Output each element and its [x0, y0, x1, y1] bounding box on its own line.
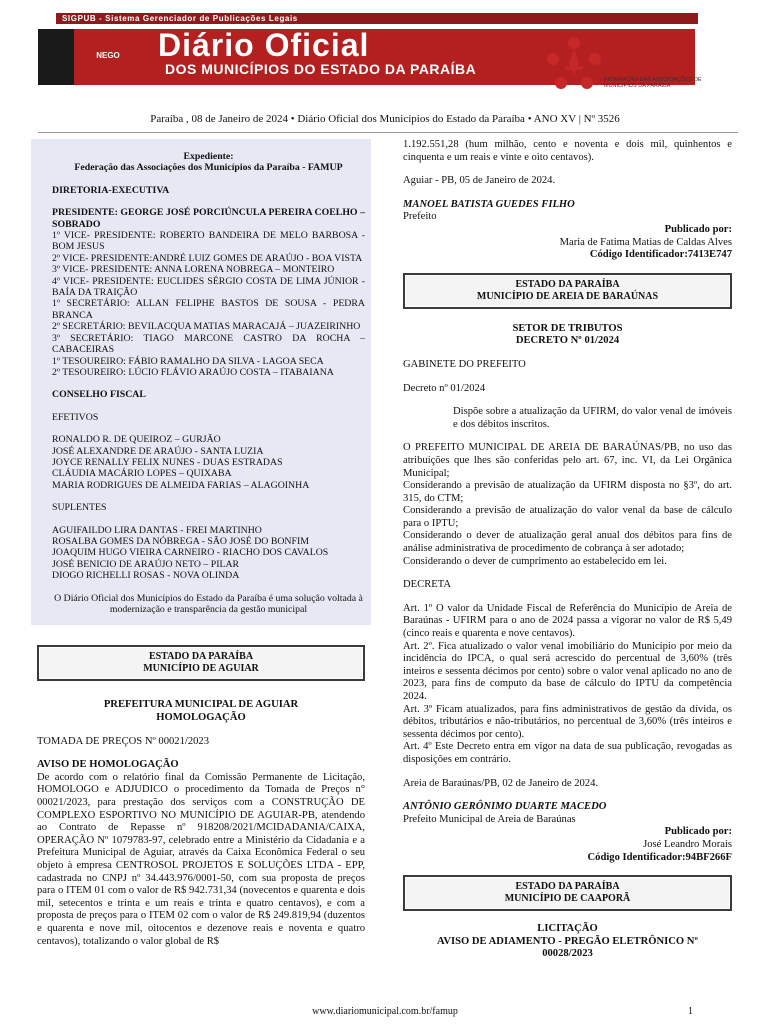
- aguiar-homologacao: HOMOLOGAÇÃO: [156, 712, 246, 723]
- caapora-licitacao: LICITAÇÃO: [537, 923, 598, 935]
- famup-brand: FAMUP: [604, 51, 685, 77]
- areia-decreto-title: DECRETO Nº 01/2024: [515, 335, 620, 347]
- edition-line: Paraíba , 08 de Janeiro de 2024 • Diário Oficial dos Municípios do Estado da Paraíba • ANO XV | Nº 3526: [150, 113, 620, 125]
- aguiar-state: ESTADO DA PARAÍBA: [148, 651, 254, 663]
- conselho-heading: CONSELHO FISCAL: [52, 389, 146, 401]
- areia-art-1: Art. 1º O valor da Unidade Fiscal de Referência do Município de Areia de Baraúnas - UFIRM para o ano de 2024 passa a vigorar no valor de R$ 5,49 (cinco reais e quarenta e nove centavos).: [403, 602, 732, 640]
- areia-art-4: Art. 4º Este Decreto entra em vigor na data de sua publicação, revogadas as disposições em contrário.: [403, 741, 732, 765]
- member-7: 3º SECRETÁRIO: TIAGO MARCONE CASTRO DA ROCHA – CABACEIRAS: [52, 332, 365, 356]
- areia-state: ESTADO DA PARAÍBA: [515, 278, 620, 290]
- suplente-4: DIOGO RICHELLI ROSAS - NOVA OLINDA: [52, 570, 240, 582]
- efetivo-0: RONALDO R. DE QUEIROZ – GURJÃO: [52, 434, 221, 446]
- divider: [38, 132, 738, 133]
- suplentes-heading: SUPLENTES: [52, 502, 107, 514]
- footer-site[interactable]: www.diariomunicipal.com.br/famup: [312, 1006, 458, 1017]
- caapora-aviso: AVISO DE ADIAMENTO - PREGÃO ELETRÔNICO Nº: [437, 935, 698, 947]
- section-header-aguiar: [37, 645, 365, 681]
- caapora-number: 00028/2023: [542, 948, 593, 960]
- caapora-municipality: MUNICÍPIO DE CAAPORÃ: [504, 893, 631, 905]
- page-number: 1: [688, 1006, 693, 1017]
- areia-consider-1: Considerando a previsão de atualização da UFIRM disposta no §3º, do art. 315, do CTM;: [403, 480, 732, 504]
- member-0: PRESIDENTE: GEORGE JOSÉ PORCIÚNCULA PEREIRA COELHO – SOBRADO: [52, 207, 365, 230]
- suplente-3: JOSÉ BENICIO DE ARAÚJO NETO – PILAR: [52, 558, 240, 570]
- caapora-state: ESTADO DA PARAÍBA: [515, 881, 620, 893]
- areia-ementa: Dispõe sobre a atualização da UFIRM, do valor venal de imóveis e dos débitos inscritos.: [453, 406, 732, 430]
- suplente-0: AGUIFAILDO LIRA DANTAS - FREI MARTINHO: [52, 524, 262, 536]
- areia-gabinete: GABINETE DO PREFEITO: [403, 358, 526, 370]
- aguiar-tomada: TOMADA DE PREÇOS Nº 00021/2023: [37, 735, 210, 747]
- aguiar-prefeitura: PREFEITURA MUNICIPAL DE AGUIAR: [103, 699, 299, 711]
- nego-label: NEGO: [96, 51, 120, 60]
- efetivos-heading: EFETIVOS: [52, 411, 99, 423]
- aguiar-aviso: AVISO DE HOMOLOGAÇÃO: [37, 759, 179, 771]
- expediente-note: O Diário Oficial dos Municípios do Estado da Paraíba é uma solução voltada à modernização e transparência da gestão municipal: [54, 592, 363, 615]
- member-5: 1º SECRETÁRIO: ALLAN FELIPHE BASTOS DE SOUSA - PEDRA BRANCA: [52, 298, 365, 321]
- famup-logo-icon: [545, 35, 603, 91]
- aguiar-publisher: Maria de Fatima Matias de Caldas Alves: [559, 236, 732, 248]
- expediente-box: [31, 139, 371, 625]
- suplente-2: JOAQUIM HUGO VIEIRA CARNEIRO - RIACHO DOS CAVALOS: [52, 547, 329, 559]
- efetivo-1: JOSÉ ALEXANDRE DE ARAÚJO - SANTA LUZIA: [52, 445, 264, 457]
- areia-published-by: Publicado por:: [664, 826, 732, 838]
- system-banner: SIGPUB - Sistema Gerenciador de Publicações Legais: [56, 13, 698, 24]
- member-4: 4º VICE- PRESIDENTE: EUCLIDES SÉRGIO COSTA DE LIMA JÚNIOR - BAÍA DA TRAIÇÃO: [52, 275, 365, 299]
- areia-art-3: Art. 3º Ficam atualizados, para fins administrativos de gestão da dívida, os débitos, tributários e não-tributários, no percentual de 3,60% (três inteiros e sessenta décimos por cento).: [403, 703, 732, 740]
- areia-art-2: Art. 2º. Fica atualizado o valor venal imobiliário do Município por meio da incidência do IPCA, o qual será acrescido do percentual de 3,60% (três inteiros e sessenta décimos por cento) sobre o valor venal aplicado no ano de 2023, para fins de computo da base de cálculo do IPTU da competência 2024.: [403, 640, 732, 702]
- aguiar-continuation: 1.192.551,28 (hum milhão, cento e noventa e dois mil, quinhentos e cinquenta e um reais e vinte e oito centavos).: [403, 139, 732, 163]
- famup-brand-sub: FEDERAÇÃO DAS ASSOCIAÇÕES DE MUNICÍPIOS DA PARAÍBA: [604, 77, 702, 89]
- areia-code: Código Identificador:94BF266F: [587, 851, 732, 863]
- areia-role: Prefeito Municipal de Areia de Baraúnas: [403, 813, 576, 825]
- expediente-federation: Federação das Associações dos Municípios da Paraíba - FAMUP: [74, 162, 343, 174]
- aguiar-date: Aguiar - PB, 05 de Janeiro de 2024.: [403, 175, 556, 187]
- masthead-title: Diário Oficial: [158, 27, 370, 63]
- member-8: 1º TESOUREIRO: FÁBIO RAMALHO DA SILVA - LAGOA SECA: [52, 355, 324, 367]
- aguiar-signer: MANOEL BATISTA GUEDES FILHO: [403, 198, 575, 210]
- aguiar-text: De acordo com o relatório final da Comissão Permanente de Licitação, HOMOLOGO e ADJUDICO o procedimento da Tomada de Preços n° 00021/2023, para prestação dos serviços com a CONSTRUÇÃO DE COMPLEXO ESPORTIVO NO MUNICÍPIO DE AGUIAR-PB, atendendo ao Contrato de Repasse nº 918208/2021/MCIDADANIA/CAIXA, OPERAÇÃO Nº 1079783-97, celebrado entre a Ministério da Cidadania e a Prefeitura Municipal de Aguiar, através da Caixa Econômica Federal o seu objeto à empresa CENTROSOL PROJETOS E SOLUÇÕES LTDA - EPP, cadastrada no CNPJ nº 34.443.976/0001-50, com sua proposta de preços para o ITEM 01 com o valor de R$ 942.731,34 (novecentos e quarenta e dois mil, setecentos e trinta e um reais e trinta e quatro centavos), e com a proposta de preços para o ITEM 02 com o valor de R$ 249.819,94 (duzentos e quarenta e nove mil, oitocentos e dezenove reais e noventa e quatro centavos), totalizando o valor global de R$: [37, 771, 365, 947]
- left-column: [37, 139, 365, 948]
- areia-publisher: José Leandro Morais: [643, 838, 732, 850]
- suplente-1: ROSALBA GOMES DA NÓBREGA - SÃO JOSÉ DO BONFIM: [52, 535, 309, 547]
- efetivo-2: JOYCE RENALLY FELIX NUNES - DUAS ESTRADAS: [52, 456, 283, 468]
- areia-decreta: DECRETA: [403, 579, 451, 591]
- areia-signer: ANTÔNIO GERÔNIMO DUARTE MACEDO: [403, 801, 607, 813]
- efetivo-4: MARIA RODRIGUES DE ALMEIDA FARIAS – ALAGOINHA: [52, 479, 310, 491]
- areia-setor: SETOR DE TRIBUTOS: [512, 322, 623, 334]
- areia-consider-4: Considerando o dever de cumprimento ao estabelecido em lei.: [403, 555, 667, 567]
- member-2: 2º VICE- PRESIDENTE:ANDRÉ LUIZ GOMES DE ARAÚJO - BOA VISTA: [52, 252, 363, 264]
- section-header-areia: [403, 273, 732, 309]
- areia-municipality: MUNICÍPIO DE AREIA DE BARAÚNAS: [476, 290, 659, 302]
- areia-preamble: O PREFEITO MUNICIPAL DE AREIA DE BARAÚNAS/PB, no uso das atribuições que lhes são conferidas pelo art. 67, inc. VI, da Lei Orgânica Municipal;: [403, 442, 732, 479]
- member-9: 2º TESOUREIRO: LÚCIO FLÁVIO ARAÚJO COSTA – ITABAIANA: [52, 366, 334, 378]
- diretoria-heading: DIRETORIA-EXECUTIVA: [52, 184, 170, 196]
- aguiar-published-by: Publicado por:: [664, 223, 732, 235]
- member-3: 3º VICE- PRESIDENTE: ANNA LORENA NOBREGA – MONTEIRO: [52, 264, 335, 276]
- masthead-subtitle: DOS MUNICÍPIOS DO ESTADO DA PARAÍBA: [165, 61, 477, 77]
- aguiar-role: Prefeito: [403, 211, 437, 223]
- masthead-block: [38, 29, 74, 85]
- member-1: 1º VICE- PRESIDENTE: ROBERTO BANDEIRA DE MELO BARBOSA - BOM JESUS: [52, 230, 365, 253]
- areia-consider-3: Considerando o dever de atualização geral anual dos débitos para fins de análise administrativa de procedimento de cobrança à ser adotado;: [403, 530, 732, 555]
- expediente-title: Expediente:: [183, 151, 234, 162]
- areia-consider-2: Considerando a previsão de atualização do valor venal da base de cálculo para o IPTU;: [403, 505, 732, 529]
- areia-date: Areia de Baraúnas/PB, 02 de Janeiro de 2024.: [403, 777, 599, 789]
- areia-decreto-num: Decreto nº 01/2024: [403, 382, 486, 394]
- aguiar-code: Código Identificador:7413E747: [589, 249, 732, 261]
- right-column: [403, 139, 732, 961]
- section-header-caapora: [403, 875, 732, 911]
- efetivo-3: CLÁUDIA MACÁRIO LOPES – QUIXABA: [52, 468, 232, 480]
- aguiar-municipality: MUNICÍPIO DE AGUIAR: [143, 663, 259, 675]
- member-6: 2º SECRETÁRIO: BEVILACQUA MATIAS MARACAJÁ – JUAZEIRINHO: [52, 321, 361, 333]
